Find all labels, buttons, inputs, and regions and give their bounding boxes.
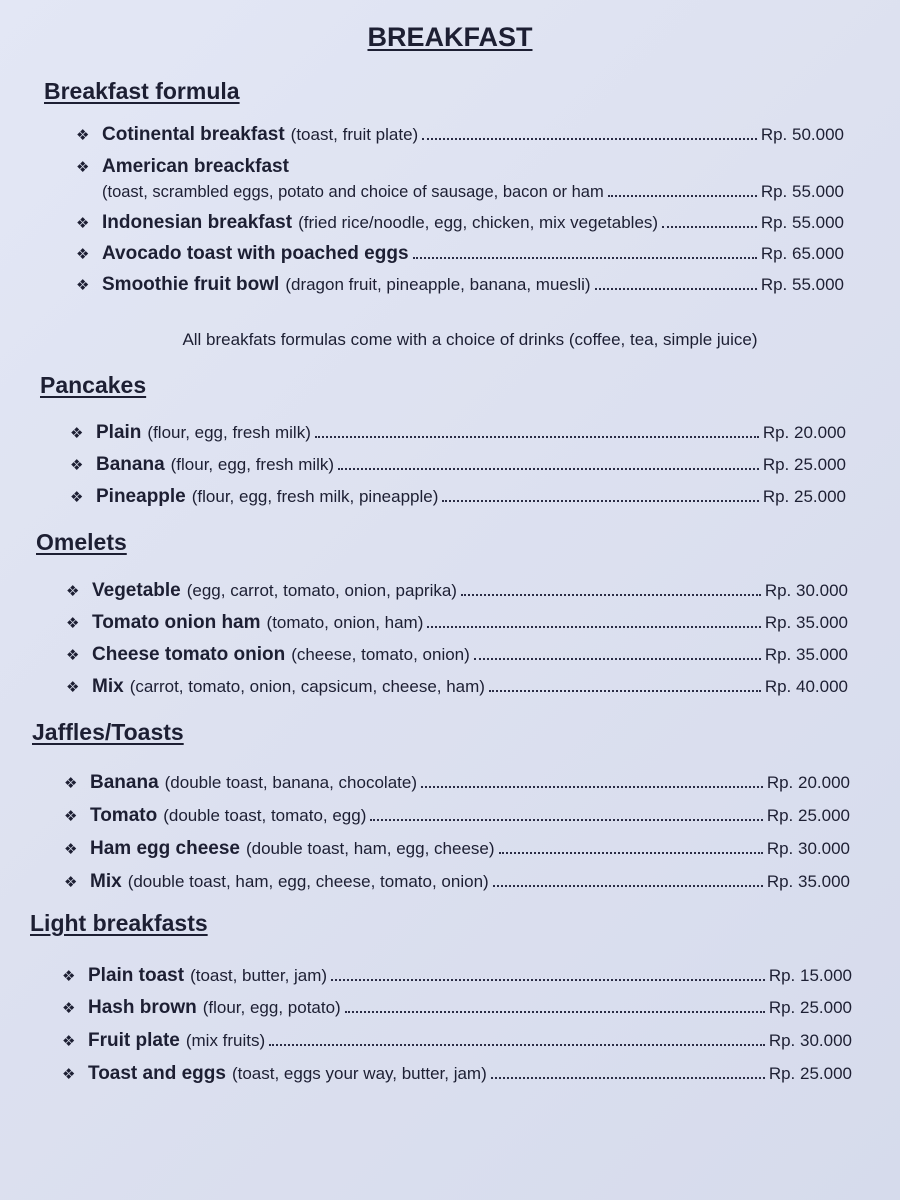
item-name: Banana bbox=[96, 454, 165, 475]
item-desc: (double toast, tomato, egg) bbox=[163, 806, 367, 825]
item-desc: (carrot, tomato, onion, capsicum, cheese, ham) bbox=[129, 677, 485, 696]
item-price: Rp. 25.000 bbox=[762, 487, 846, 506]
section-heading-light-breakfasts: Light breakfasts bbox=[30, 910, 208, 936]
section-heading-omelets: Omelets bbox=[36, 529, 127, 555]
section-heading-jaffles-toasts: Jaffles/Toasts bbox=[32, 719, 184, 745]
dot-leader bbox=[474, 654, 761, 660]
dot-leader bbox=[345, 1007, 765, 1013]
menu-item bbox=[70, 422, 846, 444]
item-price: Rp. 30.000 bbox=[766, 839, 850, 858]
bullet-icon: ❖ bbox=[64, 775, 78, 792]
item-name: American breackfast bbox=[102, 156, 289, 177]
dot-leader bbox=[608, 191, 757, 197]
item-price: Rp. 35.000 bbox=[764, 645, 848, 664]
menu-item bbox=[70, 486, 846, 508]
item-price: Rp. 55.000 bbox=[760, 182, 844, 201]
bullet-icon: ❖ bbox=[76, 277, 90, 294]
menu-item bbox=[62, 1030, 852, 1052]
dot-leader bbox=[493, 881, 763, 887]
bullet-icon: ❖ bbox=[62, 1000, 76, 1017]
bullet-icon: ❖ bbox=[76, 159, 90, 176]
section-heading-pancakes: Pancakes bbox=[40, 372, 147, 398]
dot-leader bbox=[413, 253, 757, 259]
item-desc: (fried rice/noodle, egg, chicken, mix vegetables) bbox=[298, 213, 659, 232]
item-name: Toast and eggs bbox=[88, 1063, 226, 1084]
dot-leader bbox=[269, 1040, 765, 1046]
menu-item-continuation bbox=[102, 182, 844, 202]
item-name: Hash brown bbox=[88, 997, 197, 1018]
bullet-icon: ❖ bbox=[66, 615, 80, 632]
item-desc: (double toast, banana, chocolate) bbox=[164, 773, 417, 792]
item-price: Rp. 35.000 bbox=[764, 613, 848, 632]
bullet-icon: ❖ bbox=[76, 127, 90, 144]
item-name: Tomato onion ham bbox=[92, 612, 261, 633]
item-price: Rp. 30.000 bbox=[764, 581, 848, 600]
dot-leader bbox=[422, 134, 757, 140]
bullet-icon: ❖ bbox=[64, 808, 78, 825]
item-name: Tomato bbox=[90, 805, 158, 826]
item-name: Indonesian breakfast bbox=[102, 212, 293, 233]
item-desc: (flour, egg, fresh milk) bbox=[170, 455, 335, 474]
dot-leader bbox=[499, 848, 763, 854]
menu-item bbox=[76, 156, 844, 178]
item-price: Rp. 55.000 bbox=[760, 275, 844, 294]
dot-leader bbox=[370, 815, 762, 821]
item-price: Rp. 20.000 bbox=[762, 423, 846, 442]
dot-leader bbox=[338, 464, 759, 470]
item-desc: (toast, eggs your way, butter, jam) bbox=[231, 1064, 487, 1083]
item-desc: (double toast, ham, egg, cheese) bbox=[245, 839, 495, 858]
bullet-icon: ❖ bbox=[66, 679, 80, 696]
drinks-note: All breakfats formulas come with a choice of drinks (coffee, tea, simple juice) bbox=[182, 330, 758, 349]
menu-item bbox=[76, 274, 844, 296]
item-name: Fruit plate bbox=[88, 1030, 180, 1051]
item-desc: (flour, egg, potato) bbox=[202, 998, 341, 1017]
dot-leader bbox=[421, 782, 763, 788]
item-price: Rp. 25.000 bbox=[766, 806, 850, 825]
item-desc: (double toast, ham, egg, cheese, tomato, onion) bbox=[127, 872, 489, 891]
bullet-icon: ❖ bbox=[64, 841, 78, 858]
item-name: Ham egg cheese bbox=[90, 838, 240, 859]
menu-item bbox=[66, 644, 848, 666]
bullet-icon: ❖ bbox=[66, 647, 80, 664]
dot-leader bbox=[461, 590, 761, 596]
item-price: Rp. 25.000 bbox=[768, 998, 852, 1017]
menu-item bbox=[76, 243, 844, 265]
menu-item bbox=[64, 772, 850, 794]
bullet-icon: ❖ bbox=[76, 246, 90, 263]
menu-item bbox=[62, 1063, 852, 1085]
bullet-icon: ❖ bbox=[62, 968, 76, 985]
dot-leader bbox=[662, 222, 757, 228]
dot-leader bbox=[315, 432, 759, 438]
menu-item bbox=[76, 124, 844, 146]
item-price: Rp. 40.000 bbox=[764, 677, 848, 696]
item-desc: (toast, scrambled eggs, potato and choice of sausage, bacon or ham bbox=[102, 183, 604, 201]
item-name: Plain toast bbox=[88, 965, 185, 986]
menu-item bbox=[64, 805, 850, 827]
dot-leader bbox=[331, 975, 765, 981]
dot-leader bbox=[489, 686, 761, 692]
item-name: Mix bbox=[92, 676, 124, 697]
dot-leader bbox=[595, 284, 757, 290]
item-desc: (mix fruits) bbox=[185, 1031, 266, 1050]
menu-title: BREAKFAST bbox=[367, 22, 533, 52]
item-name: Plain bbox=[96, 422, 142, 443]
item-price: Rp. 20.000 bbox=[766, 773, 850, 792]
bullet-icon: ❖ bbox=[70, 457, 84, 474]
menu-item bbox=[62, 997, 852, 1019]
bullet-icon: ❖ bbox=[62, 1033, 76, 1050]
bullet-icon: ❖ bbox=[66, 583, 80, 600]
item-desc: (toast, fruit plate) bbox=[290, 125, 419, 144]
section-heading-breakfast-formula: Breakfast formula bbox=[44, 78, 240, 104]
dot-leader bbox=[491, 1073, 765, 1079]
item-desc: (toast, butter, jam) bbox=[190, 966, 328, 985]
item-name: Cotinental breakfast bbox=[102, 124, 285, 145]
item-price: Rp. 55.000 bbox=[760, 213, 844, 232]
item-price: Rp. 25.000 bbox=[768, 1064, 852, 1083]
item-desc: (dragon fruit, pineapple, banana, muesli) bbox=[285, 275, 591, 294]
item-price: Rp. 65.000 bbox=[760, 244, 844, 263]
item-desc: (flour, egg, fresh milk, pineapple) bbox=[191, 487, 439, 506]
item-name: Pineapple bbox=[96, 486, 186, 507]
bullet-icon: ❖ bbox=[70, 489, 84, 506]
item-price: Rp. 35.000 bbox=[766, 872, 850, 891]
item-name: Banana bbox=[90, 772, 159, 793]
item-name: Avocado toast with poached eggs bbox=[102, 243, 409, 264]
menu-item bbox=[64, 838, 850, 860]
menu-item bbox=[70, 454, 846, 476]
item-price: Rp. 30.000 bbox=[768, 1031, 852, 1050]
item-name: Smoothie fruit bowl bbox=[102, 274, 280, 295]
item-name: Cheese tomato onion bbox=[92, 644, 286, 665]
item-desc: (flour, egg, fresh milk) bbox=[147, 423, 311, 442]
bullet-icon: ❖ bbox=[76, 215, 90, 232]
menu-item bbox=[64, 871, 850, 893]
item-desc: (egg, carrot, tomato, onion, paprika) bbox=[186, 581, 457, 600]
item-price: Rp. 50.000 bbox=[760, 125, 844, 144]
menu-item bbox=[76, 212, 844, 234]
item-desc: (cheese, tomato, onion) bbox=[291, 645, 470, 664]
dot-leader bbox=[442, 496, 758, 502]
bullet-icon: ❖ bbox=[64, 874, 78, 891]
item-name: Vegetable bbox=[92, 580, 181, 601]
item-price: Rp. 25.000 bbox=[762, 455, 846, 474]
menu-item bbox=[66, 580, 848, 602]
item-name: Mix bbox=[90, 871, 122, 892]
item-price: Rp. 15.000 bbox=[768, 966, 852, 985]
bullet-icon: ❖ bbox=[70, 425, 84, 442]
menu-item bbox=[62, 965, 852, 987]
item-desc: (tomato, onion, ham) bbox=[266, 613, 424, 632]
dot-leader bbox=[427, 622, 760, 628]
menu-item bbox=[66, 676, 848, 698]
menu-item bbox=[66, 612, 848, 634]
bullet-icon: ❖ bbox=[62, 1066, 76, 1083]
